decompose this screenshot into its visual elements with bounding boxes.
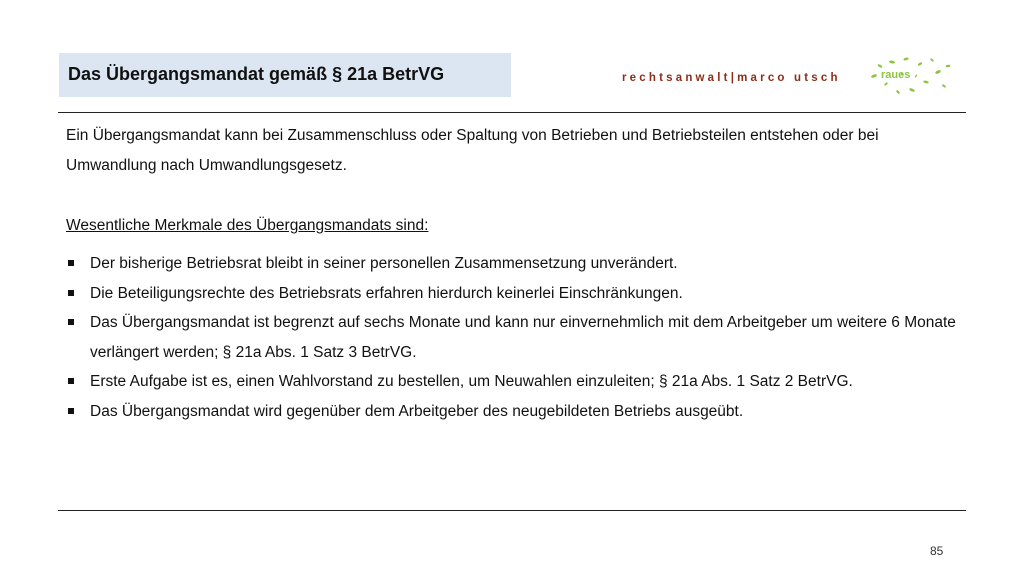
- square-bullet-icon: [68, 319, 74, 325]
- slide-title: Das Übergangsmandat gemäß § 21a BetrVG: [68, 64, 445, 84]
- bullet-item: [66, 397, 956, 427]
- bullet-item: [66, 279, 956, 309]
- page-number: 85: [930, 544, 944, 558]
- bottom-divider: [58, 510, 966, 511]
- top-divider: [58, 112, 966, 113]
- intro-paragraph: Ein Übergangsmandat kann bei Zusammenschluss oder Spaltung von Betrieben und Betriebsteilen entstehen oder bei Umwandlung nach Umwandlungsgesetz.: [66, 127, 879, 174]
- square-bullet-icon: [68, 260, 74, 266]
- section-heading: Wesentliche Merkmale des Übergangsmandats sind:: [66, 217, 429, 234]
- brand-text: rechtsanwalt|marco utsch: [622, 72, 841, 84]
- bullet-item: [66, 308, 956, 367]
- square-bullet-icon: [68, 378, 74, 384]
- slide-title-box: [59, 53, 511, 97]
- bullet-item: [66, 249, 956, 279]
- bullet-item: [66, 367, 956, 397]
- square-bullet-icon: [68, 408, 74, 414]
- bullet-text: Das Übergangsmandat ist begrenzt auf sechs Monate und kann nur einvernehmlich mit dem Arbeitgeber um weitere 6 Monate verlängert werden; § 21a Abs. 1 Satz 3 BetrVG.: [90, 314, 956, 361]
- bullet-list: [66, 249, 956, 426]
- logo-text: raues: [881, 69, 911, 81]
- bullet-text: Das Übergangsmandat wird gegenüber dem Arbeitgeber des neugebildeten Betriebs ausgeübt.: [90, 402, 744, 420]
- bullet-text: Die Beteiligungsrechte des Betriebsrats erfahren hierdurch keinerlei Einschränkungen.: [90, 284, 683, 302]
- logo: [866, 54, 952, 98]
- bullet-text: Der bisherige Betriebsrat bleibt in seiner personellen Zusammensetzung unverändert.: [90, 255, 678, 272]
- bullet-text: Erste Aufgabe ist es, einen Wahlvorstand zu bestellen, um Neuwahlen einzuleiten; § 21a Abs. 1 Satz 2 BetrVG.: [90, 373, 853, 390]
- slide-content: [66, 121, 956, 426]
- square-bullet-icon: [68, 290, 74, 296]
